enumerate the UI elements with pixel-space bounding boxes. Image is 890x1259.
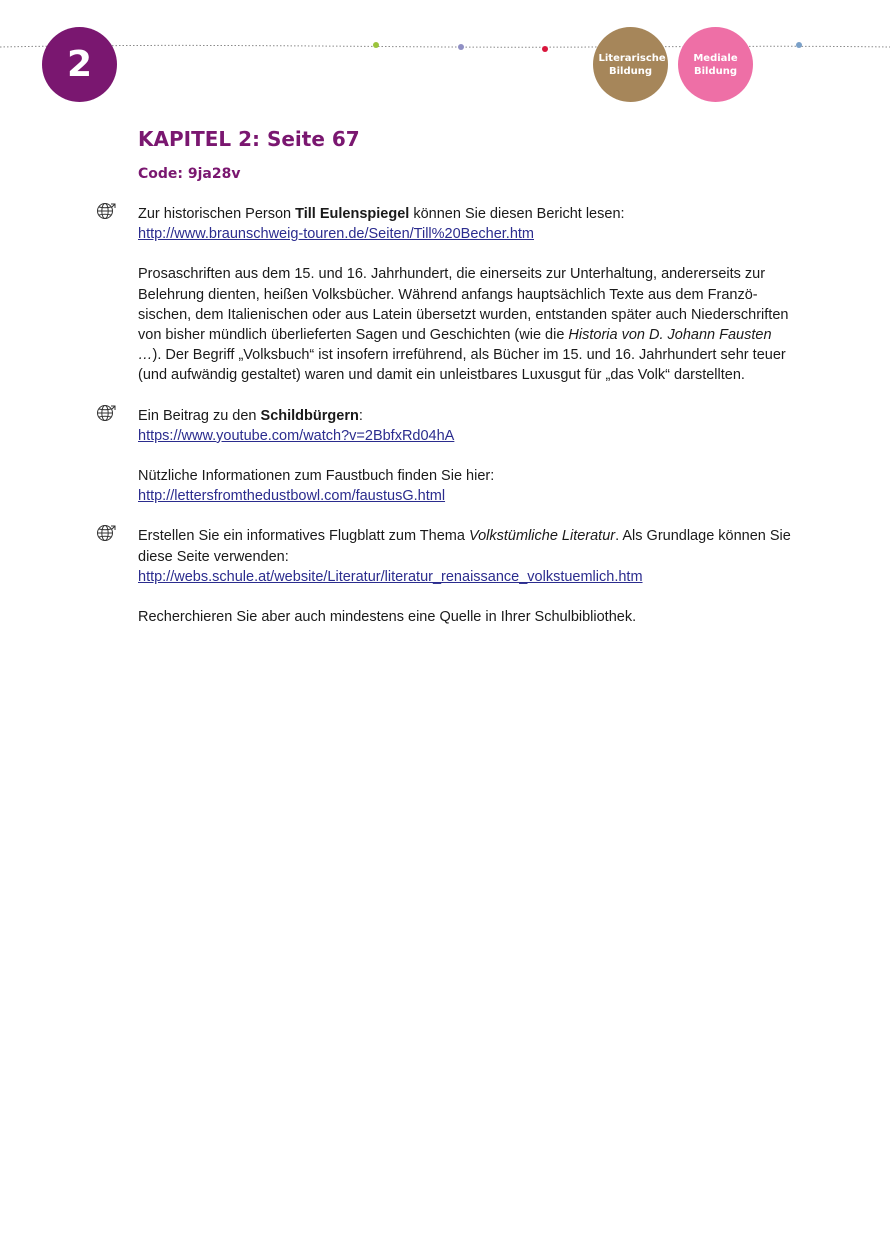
link-schule-at[interactable]: http://webs.schule.at/website/Literatur/literatur_renaissance_volkstuemlich.htm <box>138 568 643 585</box>
schildbuerger-intro: Ein Beitrag zu den Schildbürgern: <box>138 407 363 424</box>
closing-instruction: Recherchieren Sie aber auch mindestens eine Quelle in Ihrer Schulbibliothek. <box>138 609 637 626</box>
deco-dot-blue <box>796 42 802 48</box>
link-youtube[interactable]: https://www.youtube.com/watch?v=2BbfxRd04hA <box>138 427 455 444</box>
section-flugblatt <box>138 526 798 627</box>
section-eulenspiegel <box>138 204 798 386</box>
deco-dot-red <box>542 46 548 52</box>
faustbuch-intro: Nützliche Informationen zum Faustbuch finden Sie hier: <box>138 468 495 485</box>
volksbuch-paragraph: Prosaschriften aus dem 15. und 16. Jahrhundert, die einerseits zur Unterhaltung, andererseits zur Belehrung dienten, heißen Volksbücher. Während anfangs hauptsächlich Texte aus dem Franzö-sischen, dem Italienischen oder aus Latein übersetzt wurden, entstanden später auch Niederschriften von bisher mündlich überlieferten Sagen und Geschichten (wie die Historia von D. Johann Fausten …). Der Begriff „Volksbuch“ ist insofern irreführend, als Bücher im 15. und 16. Jahrhundert sehr teuer (und aufwändig gestaltet) waren und damit ein unleistbares Luxusgut für „das Volk“ darstellten. <box>138 266 789 384</box>
tag-literarische-bildung: Literarische Bildung <box>593 27 668 102</box>
link-braunschweig-touren[interactable]: http://www.braunschweig-touren.de/Seiten/Till%20Becher.htm <box>138 226 535 243</box>
deco-dot-lavender <box>458 44 464 50</box>
section-schildbuerger <box>138 406 798 507</box>
page-title: KAPITEL 2: Seite 67 <box>138 127 360 151</box>
eulenspiegel-intro: Zur historischen Person Till Eulenspiegel können Sie diesen Bericht lesen: <box>138 206 625 222</box>
access-code: Code: 9ja28v <box>138 166 241 182</box>
globe-link-icon <box>96 523 116 543</box>
header-dotted-line <box>0 30 890 60</box>
main-content <box>138 126 798 627</box>
link-faustbuch[interactable]: http://lettersfromthedustbowl.com/faustusG.html <box>138 488 446 505</box>
chapter-number: 2 <box>66 44 93 85</box>
deco-dot-green <box>373 42 379 48</box>
chapter-number-badge <box>42 27 117 102</box>
globe-link-icon <box>96 403 116 423</box>
globe-link-icon <box>96 201 116 221</box>
flugblatt-intro: Erstellen Sie ein informatives Flugblatt zum Thema Volkstümliche Literatur. Als Grundlage können Sie diese Seite verwenden: <box>138 528 791 565</box>
tag-mediale-bildung: Mediale Bildung <box>678 27 753 102</box>
